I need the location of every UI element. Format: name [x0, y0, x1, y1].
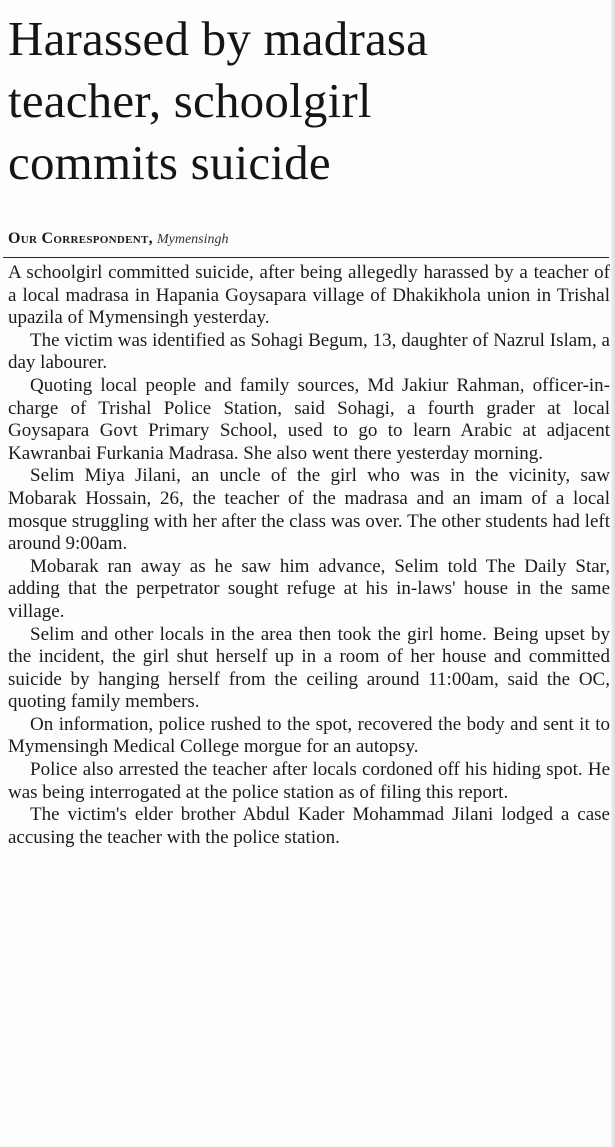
headline-line: Harassed by madrasa — [8, 11, 429, 66]
article-paragraph: Police also arrested the teacher after locals cordoned off his hiding spot. He was being interrogated at the police station as of filing this report. — [8, 759, 610, 803]
byline-divider — [3, 257, 609, 258]
article-paragraph: Selim and other locals in the area then took the girl home. Being upset by the incident, the girl shut herself up in a room of her house and committed suicide by hanging herself from the ceiling around 11:00am, said the OC, quoting family members. — [8, 623, 610, 713]
headline-line: commits suicide — [8, 135, 331, 190]
article-headline — [8, 8, 608, 194]
byline-correspondent: Our Correspondent, — [8, 230, 153, 247]
article-paragraph: The victim was identified as Sohagi Begum, 13, daughter of Nazrul Islam, a day labourer. — [8, 329, 610, 374]
article-paragraph: On information, police rushed to the spot, recovered the body and sent it to Mymensingh Medical College morgue for an autopsy. — [8, 713, 610, 758]
article-body — [8, 262, 610, 849]
byline — [8, 229, 608, 250]
page-edge — [611, 0, 615, 1147]
article-paragraph: A schoolgirl committed suicide, after being allegedly harassed by a teacher of a local madrasa in Hapania Goysapara village of Dhakikhola union in Trishal upazila of Mymensingh yesterday. — [8, 262, 610, 329]
article-paragraph: The victim's elder brother Abdul Kader Mohammad Jilani lodged a case accusing the teacher with the police station. — [8, 804, 610, 848]
headline-line: teacher, schoolgirl — [8, 73, 372, 128]
article-paragraph: Mobarak ran away as he saw him advance, Selim told The Daily Star, adding that the perpetrator sought refuge at his in-laws' house in the same village. — [8, 555, 610, 622]
article-paragraph: Quoting local people and family sources, Md Jakiur Rahman, officer-in-charge of Trishal Police Station, said Sohagi, a fourth grader at local Goysapara Govt Primary School, used to go to learn Arabic at adjacent Kawranbai Furkania Madrasa. She also went there yesterday morning. — [8, 374, 610, 464]
article-paragraph: Selim Miya Jilani, an uncle of the girl who was in the vicinity, saw Mobarak Hossain, 26, the teacher of the madrasa and an imam of a local mosque struggling with her after the class was over. The other students had left around 9:00am. — [8, 465, 610, 555]
byline-location: Mymensingh — [156, 232, 229, 247]
